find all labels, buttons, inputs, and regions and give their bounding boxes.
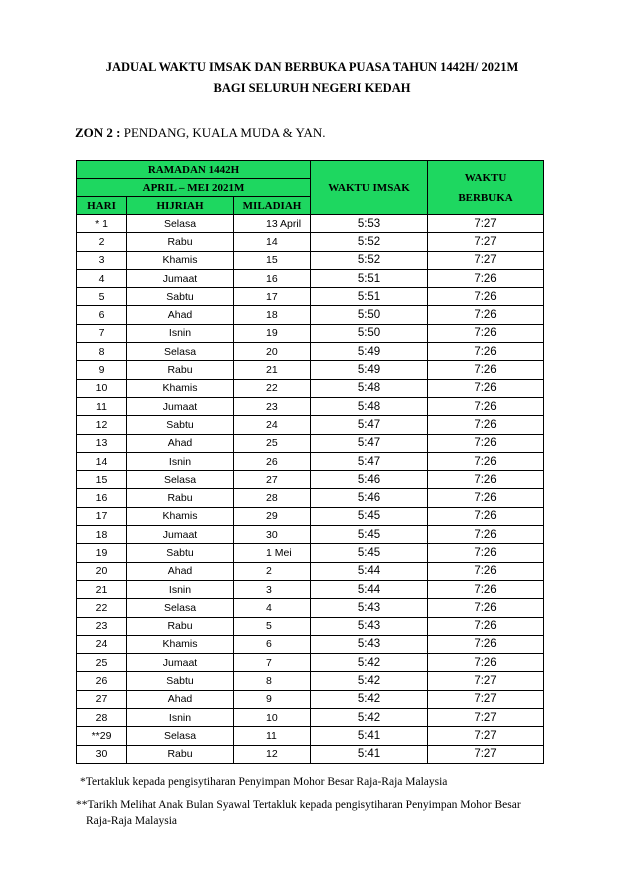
cell-hijriah: Rabu <box>127 745 234 763</box>
cell-imsak: 5:49 <box>311 343 428 361</box>
cell-hari: 5 <box>77 288 127 306</box>
cell-hijriah: Jumaat <box>127 397 234 415</box>
table-row <box>77 397 544 415</box>
cell-hari: 22 <box>77 599 127 617</box>
cell-miladiah: 20 <box>234 343 311 361</box>
cell-imsak: 5:50 <box>311 324 428 342</box>
cell-hari: 13 <box>77 434 127 452</box>
cell-hijriah: Rabu <box>127 617 234 635</box>
cell-berbuka: 7:26 <box>428 343 544 361</box>
cell-hijriah: Sabtu <box>127 416 234 434</box>
cell-imsak: 5:53 <box>311 215 428 233</box>
cell-hijriah: Isnin <box>127 580 234 598</box>
cell-berbuka: 7:26 <box>428 288 544 306</box>
zone-label: ZON 2 : <box>75 125 121 140</box>
cell-berbuka: 7:26 <box>428 416 544 434</box>
cell-miladiah: 30 <box>234 526 311 544</box>
table-row <box>77 215 544 233</box>
table-row <box>77 709 544 727</box>
header-ramadan: RAMADAN 1442H <box>77 161 311 179</box>
cell-hari: 3 <box>77 251 127 269</box>
table-row <box>77 233 544 251</box>
cell-imsak: 5:48 <box>311 379 428 397</box>
table-row <box>77 452 544 470</box>
cell-miladiah: 16 <box>234 269 311 287</box>
cell-imsak: 5:45 <box>311 544 428 562</box>
cell-hari: 10 <box>77 379 127 397</box>
cell-hari: 26 <box>77 672 127 690</box>
footnote-2-line1: **Tarikh Melihat Anak Bulan Syawal Tertakluk kepada pengisytiharan Penyimpan Mohor Besar <box>76 799 521 811</box>
cell-imsak: 5:43 <box>311 599 428 617</box>
cell-hari: 17 <box>77 507 127 525</box>
table-row <box>77 507 544 525</box>
page-subtitle: BAGI SELURUH NEGERI KEDAH <box>213 81 411 95</box>
cell-miladiah: 11 <box>234 727 311 745</box>
cell-berbuka: 7:27 <box>428 727 544 745</box>
table-row <box>77 599 544 617</box>
header-berbuka-line2: BERBUKA <box>458 191 513 204</box>
cell-berbuka: 7:26 <box>428 434 544 452</box>
cell-berbuka: 7:26 <box>428 544 544 562</box>
cell-miladiah: 21 <box>234 361 311 379</box>
cell-imsak: 5:46 <box>311 489 428 507</box>
cell-miladiah: 2 <box>234 562 311 580</box>
cell-hijriah: Isnin <box>127 324 234 342</box>
table-row <box>77 324 544 342</box>
cell-hijriah: Isnin <box>127 452 234 470</box>
cell-berbuka: 7:26 <box>428 471 544 489</box>
cell-berbuka: 7:27 <box>428 745 544 763</box>
cell-hijriah: Selasa <box>127 343 234 361</box>
cell-hijriah: Sabtu <box>127 544 234 562</box>
cell-imsak: 5:47 <box>311 452 428 470</box>
header-berbuka <box>428 161 544 215</box>
cell-miladiah: 23 <box>234 397 311 415</box>
cell-berbuka: 7:26 <box>428 617 544 635</box>
cell-imsak: 5:42 <box>311 654 428 672</box>
cell-hijriah: Khamis <box>127 635 234 653</box>
cell-miladiah: 5 <box>234 617 311 635</box>
table-row <box>77 635 544 653</box>
cell-hijriah: Selasa <box>127 727 234 745</box>
cell-imsak: 5:41 <box>311 745 428 763</box>
table-row <box>77 379 544 397</box>
table-row <box>77 562 544 580</box>
cell-berbuka: 7:27 <box>428 709 544 727</box>
table-row <box>77 269 544 287</box>
cell-berbuka: 7:26 <box>428 452 544 470</box>
cell-hari: 16 <box>77 489 127 507</box>
table-row <box>77 288 544 306</box>
cell-hari: 19 <box>77 544 127 562</box>
cell-hari: 23 <box>77 617 127 635</box>
zone-value: PENDANG, KUALA MUDA & YAN. <box>123 125 326 140</box>
cell-miladiah: 1 Mei <box>234 544 311 562</box>
table-row <box>77 672 544 690</box>
cell-miladiah: 22 <box>234 379 311 397</box>
cell-miladiah: 12 <box>234 745 311 763</box>
cell-miladiah: 7 <box>234 654 311 672</box>
table-row <box>77 580 544 598</box>
cell-hijriah: Rabu <box>127 361 234 379</box>
cell-berbuka: 7:26 <box>428 635 544 653</box>
cell-imsak: 5:44 <box>311 562 428 580</box>
cell-imsak: 5:51 <box>311 269 428 287</box>
table-row <box>77 526 544 544</box>
cell-hari: **29 <box>77 727 127 745</box>
header-hijriah: HIJRIAH <box>127 197 234 215</box>
cell-imsak: 5:49 <box>311 361 428 379</box>
table-row <box>77 544 544 562</box>
cell-berbuka: 7:27 <box>428 215 544 233</box>
cell-miladiah: 10 <box>234 709 311 727</box>
table-row <box>77 306 544 324</box>
header-imsak: WAKTU IMSAK <box>311 161 428 215</box>
cell-imsak: 5:43 <box>311 617 428 635</box>
cell-berbuka: 7:27 <box>428 672 544 690</box>
cell-hari: 6 <box>77 306 127 324</box>
cell-hijriah: Sabtu <box>127 672 234 690</box>
cell-miladiah: 19 <box>234 324 311 342</box>
table-row <box>77 416 544 434</box>
cell-berbuka: 7:26 <box>428 526 544 544</box>
cell-hijriah: Sabtu <box>127 288 234 306</box>
cell-imsak: 5:47 <box>311 434 428 452</box>
cell-imsak: 5:43 <box>311 635 428 653</box>
cell-hijriah: Isnin <box>127 709 234 727</box>
cell-berbuka: 7:26 <box>428 361 544 379</box>
cell-imsak: 5:47 <box>311 416 428 434</box>
cell-hijriah: Jumaat <box>127 526 234 544</box>
cell-miladiah: 14 <box>234 233 311 251</box>
table-row <box>77 745 544 763</box>
cell-hari: 18 <box>77 526 127 544</box>
cell-berbuka: 7:27 <box>428 251 544 269</box>
table-row <box>77 343 544 361</box>
table-row <box>77 471 544 489</box>
cell-miladiah: 8 <box>234 672 311 690</box>
cell-miladiah: 15 <box>234 251 311 269</box>
cell-hari: * 1 <box>77 215 127 233</box>
cell-hari: 30 <box>77 745 127 763</box>
cell-imsak: 5:42 <box>311 672 428 690</box>
cell-berbuka: 7:26 <box>428 507 544 525</box>
cell-hijriah: Selasa <box>127 599 234 617</box>
table-row <box>77 361 544 379</box>
cell-berbuka: 7:27 <box>428 690 544 708</box>
cell-miladiah: 29 <box>234 507 311 525</box>
cell-hari: 28 <box>77 709 127 727</box>
table-row <box>77 489 544 507</box>
cell-imsak: 5:48 <box>311 397 428 415</box>
cell-hijriah: Jumaat <box>127 269 234 287</box>
cell-hijriah: Rabu <box>127 489 234 507</box>
cell-berbuka: 7:27 <box>428 233 544 251</box>
cell-hari: 14 <box>77 452 127 470</box>
cell-miladiah: 6 <box>234 635 311 653</box>
table-row <box>77 654 544 672</box>
cell-berbuka: 7:26 <box>428 489 544 507</box>
cell-hijriah: Selasa <box>127 471 234 489</box>
cell-hijriah: Khamis <box>127 251 234 269</box>
cell-hari: 7 <box>77 324 127 342</box>
cell-miladiah: 18 <box>234 306 311 324</box>
cell-imsak: 5:45 <box>311 507 428 525</box>
cell-miladiah: 13 April <box>234 215 311 233</box>
cell-hijriah: Khamis <box>127 379 234 397</box>
zone-heading <box>75 125 326 141</box>
cell-berbuka: 7:26 <box>428 324 544 342</box>
cell-berbuka: 7:26 <box>428 379 544 397</box>
footnote-2-line2: Raja-Raja Malaysia <box>86 815 178 827</box>
cell-hijriah: Selasa <box>127 215 234 233</box>
cell-berbuka: 7:26 <box>428 654 544 672</box>
cell-berbuka: 7:26 <box>428 269 544 287</box>
cell-miladiah: 26 <box>234 452 311 470</box>
cell-berbuka: 7:26 <box>428 562 544 580</box>
cell-hari: 2 <box>77 233 127 251</box>
table-row <box>77 690 544 708</box>
header-berbuka-line1: WAKTU <box>464 171 507 184</box>
cell-imsak: 5:44 <box>311 580 428 598</box>
cell-hijriah: Ahad <box>127 562 234 580</box>
cell-imsak: 5:45 <box>311 526 428 544</box>
header-month: APRIL – MEI 2021M <box>77 179 311 197</box>
cell-hijriah: Ahad <box>127 434 234 452</box>
cell-miladiah: 4 <box>234 599 311 617</box>
cell-imsak: 5:52 <box>311 233 428 251</box>
cell-imsak: 5:51 <box>311 288 428 306</box>
cell-miladiah: 9 <box>234 690 311 708</box>
cell-hari: 24 <box>77 635 127 653</box>
cell-berbuka: 7:26 <box>428 580 544 598</box>
header-miladiah: MILADIAH <box>234 197 311 215</box>
cell-hari: 15 <box>77 471 127 489</box>
cell-hari: 25 <box>77 654 127 672</box>
cell-miladiah: 27 <box>234 471 311 489</box>
cell-miladiah: 17 <box>234 288 311 306</box>
footnote-1: *Tertakluk kepada pengisytiharan Penyimpan Mohor Besar Raja-Raja Malaysia <box>80 776 448 788</box>
cell-imsak: 5:46 <box>311 471 428 489</box>
cell-miladiah: 25 <box>234 434 311 452</box>
cell-hari: 9 <box>77 361 127 379</box>
cell-hari: 8 <box>77 343 127 361</box>
cell-hari: 20 <box>77 562 127 580</box>
cell-imsak: 5:50 <box>311 306 428 324</box>
header-hari: HARI <box>77 197 127 215</box>
cell-hari: 4 <box>77 269 127 287</box>
cell-berbuka: 7:26 <box>428 397 544 415</box>
cell-hari: 12 <box>77 416 127 434</box>
cell-imsak: 5:42 <box>311 709 428 727</box>
cell-berbuka: 7:26 <box>428 306 544 324</box>
cell-hijriah: Khamis <box>127 507 234 525</box>
cell-hari: 21 <box>77 580 127 598</box>
table-row <box>77 434 544 452</box>
cell-imsak: 5:41 <box>311 727 428 745</box>
cell-hijriah: Ahad <box>127 690 234 708</box>
cell-imsak: 5:42 <box>311 690 428 708</box>
cell-miladiah: 3 <box>234 580 311 598</box>
table-row <box>77 727 544 745</box>
table-row <box>77 251 544 269</box>
cell-miladiah: 24 <box>234 416 311 434</box>
cell-hijriah: Jumaat <box>127 654 234 672</box>
cell-hijriah: Rabu <box>127 233 234 251</box>
table-row <box>77 617 544 635</box>
cell-miladiah: 28 <box>234 489 311 507</box>
cell-berbuka: 7:26 <box>428 599 544 617</box>
page-title: JADUAL WAKTU IMSAK DAN BERBUKA PUASA TAHUN 1442H/ 2021M <box>105 60 519 74</box>
cell-hari: 27 <box>77 690 127 708</box>
cell-imsak: 5:52 <box>311 251 428 269</box>
cell-hari: 11 <box>77 397 127 415</box>
footnote-2 <box>76 797 546 829</box>
cell-hijriah: Ahad <box>127 306 234 324</box>
schedule-table <box>76 160 544 764</box>
